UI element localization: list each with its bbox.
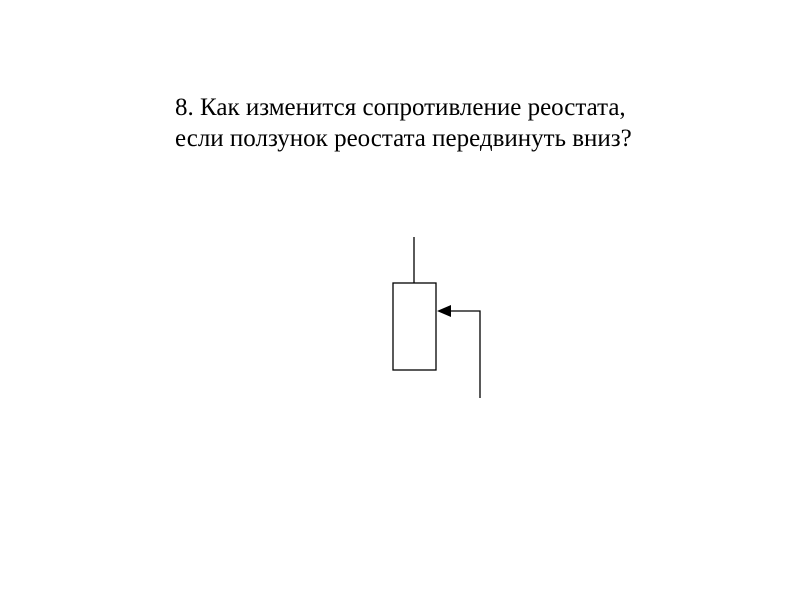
slider-arrowhead (437, 305, 451, 317)
slider-wire (448, 311, 480, 398)
rheostat-body (393, 283, 436, 370)
question-line-2: если ползунок реостата передвинуть вниз? (175, 125, 632, 152)
question-line-1: 8. Как изменится сопротивление реостата, (175, 94, 626, 121)
